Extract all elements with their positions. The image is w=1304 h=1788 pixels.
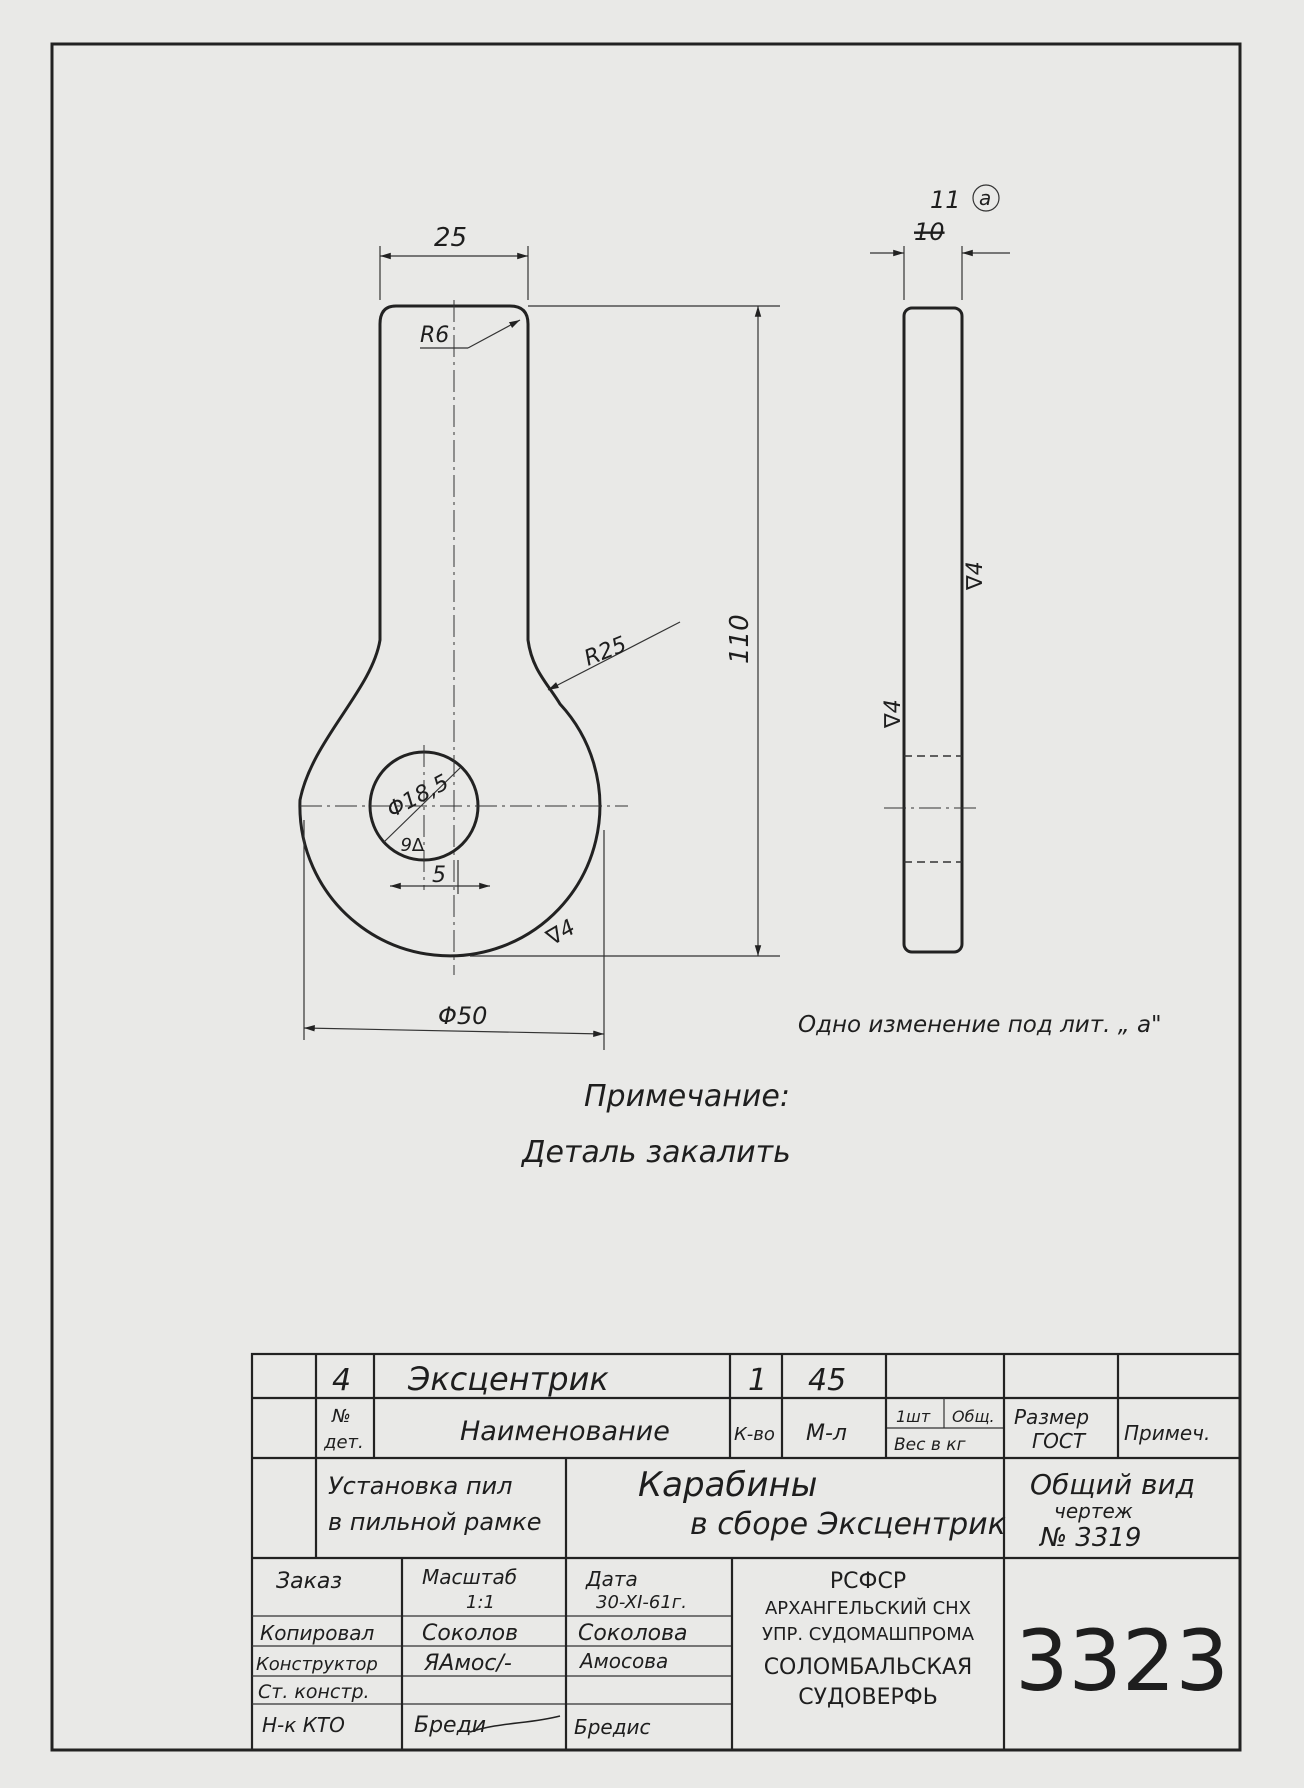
dim-diameter: Φ50 (438, 1002, 488, 1030)
header-name: Наименование (460, 1416, 670, 1447)
header-qty: К-во (734, 1424, 775, 1445)
role-senior: Ст. констр. (258, 1681, 370, 1703)
dim-hole-offset: 5 (432, 863, 446, 888)
signature-copied: Соколов (422, 1621, 519, 1646)
org-2: АРХАНГЕЛЬСКИЙ СНХ (764, 1598, 972, 1619)
header-weight-2: Общ. (952, 1407, 995, 1426)
side-view (870, 185, 1010, 952)
drawing-type-1: Общий вид (1030, 1468, 1196, 1501)
roughness-outer: ∇4 (542, 915, 580, 952)
scale-label: Масштаб (422, 1565, 518, 1589)
name-designer: Амосова (580, 1649, 669, 1673)
title-block (252, 1354, 1240, 1750)
scale-value: 1:1 (466, 1592, 495, 1613)
roughness-side-2: ∇4 (881, 699, 906, 728)
front-view (300, 223, 780, 1050)
dim-height: 110 (725, 614, 755, 664)
org-1: РСФСР (829, 1569, 907, 1594)
role-copied: Копировал (260, 1621, 375, 1645)
assembly-1: Установка пил (328, 1472, 513, 1500)
dim-width-top: 25 (434, 223, 468, 253)
row1-pos: 4 (332, 1363, 352, 1398)
header-pos-2: дет. (324, 1432, 364, 1453)
header-weight-1: 1шт (896, 1407, 931, 1426)
date-label: Дата (586, 1567, 638, 1591)
dim-r6: R6 (420, 323, 450, 348)
roughness-hole: ∇6 (400, 833, 424, 854)
roughness-side-1: ∇4 (963, 561, 988, 590)
role-chief: Н-к КТО (262, 1713, 345, 1737)
header-size-2: ГОСТ (1032, 1429, 1086, 1453)
org-3: УПР. СУДОМАШПРОМА (761, 1624, 975, 1645)
header-note: Примеч. (1124, 1421, 1211, 1445)
drawing-type-3: № 3319 (1040, 1523, 1142, 1553)
dim-hole: Φ18,5 (383, 770, 454, 824)
org-4: СОЛОМБАЛЬСКАЯ (763, 1655, 973, 1680)
header-pos-1: № (332, 1406, 351, 1427)
note-text: Деталь закалить (522, 1135, 791, 1170)
drawing-title-2: в сборе Эксцентрик (690, 1507, 1006, 1542)
part-outline (300, 306, 600, 956)
header-weight-3: Вес в кг (894, 1435, 966, 1455)
dim-thickness-old: 10 (914, 218, 945, 246)
drawing-type-2: чертеж (1054, 1499, 1133, 1523)
row1-material: 45 (808, 1363, 847, 1398)
assembly-2: в пильной рамке (328, 1508, 542, 1536)
revision-mark: a (979, 186, 992, 210)
side-outline (904, 308, 962, 952)
role-designer: Конструктор (256, 1654, 378, 1675)
name-copied: Соколова (578, 1621, 688, 1646)
name-chief: Бредис (574, 1715, 651, 1739)
sheet-number: 3323 (1015, 1612, 1229, 1710)
dim-thickness-new: 11 (930, 186, 961, 214)
drawing-title-1: Карабины (638, 1465, 818, 1505)
revision-note: Одно изменение под лит. „ а" (798, 1012, 1162, 1038)
org-5: СУДОВЕРФЬ (798, 1685, 938, 1710)
signature-designer: ЯАмос/- (424, 1651, 512, 1676)
row1-qty: 1 (748, 1363, 768, 1398)
dim-r25: R25 (580, 632, 631, 672)
row1-name: Эксцентрик (408, 1360, 609, 1398)
header-size-1: Размер (1014, 1405, 1090, 1429)
date-value: 30-XI-61г. (596, 1592, 687, 1613)
header-material: М-л (806, 1421, 847, 1446)
note-title: Примечание: (584, 1079, 790, 1114)
signature-chief: Бреди (414, 1713, 487, 1738)
order-label: Заказ (276, 1569, 343, 1594)
